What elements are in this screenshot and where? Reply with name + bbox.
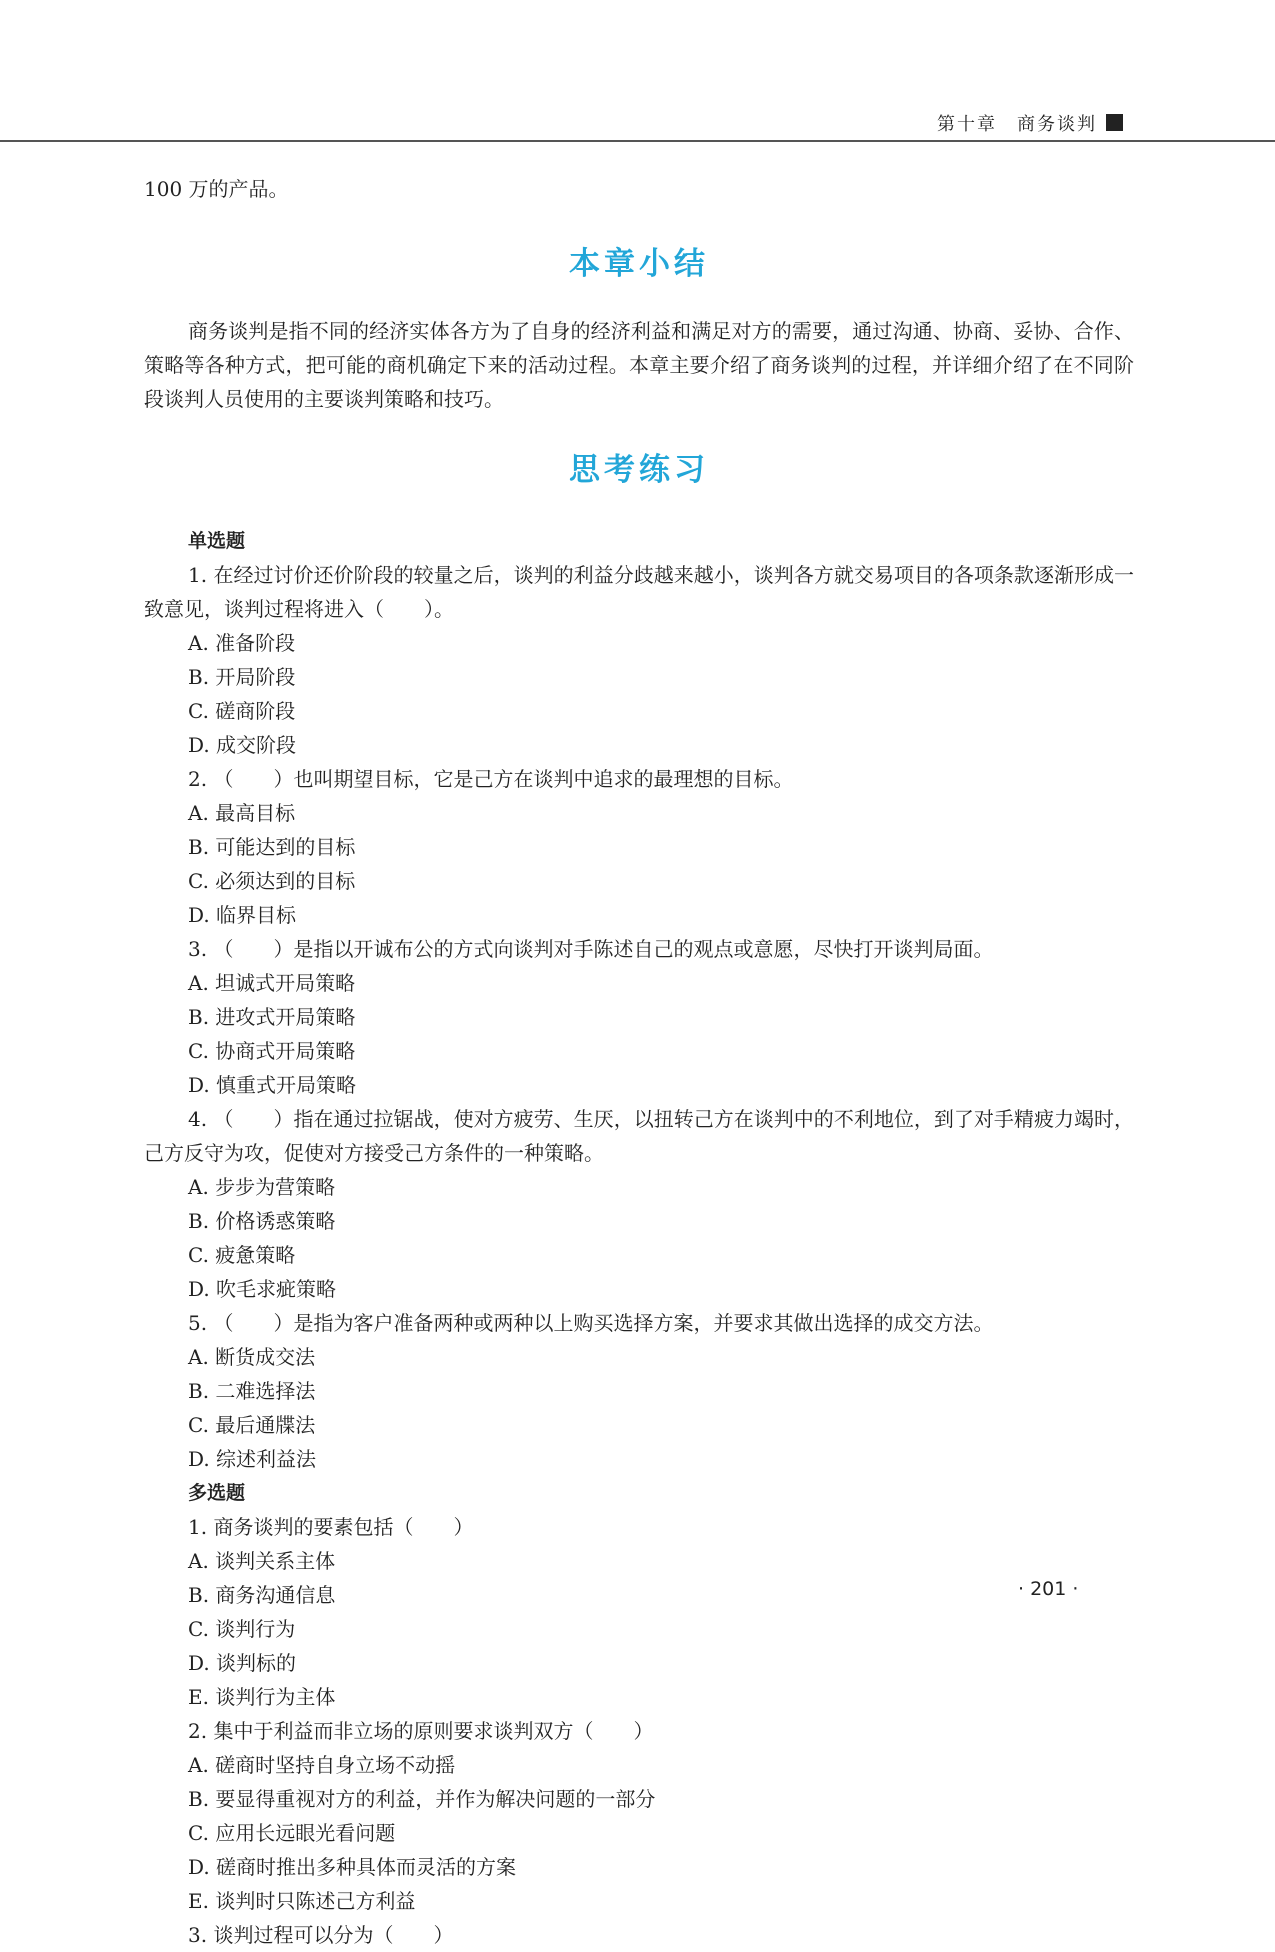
multi-q2-options — [144, 1748, 1134, 1918]
option: A. 准备阶段 — [188, 631, 296, 655]
option: A. 步步为营策略 — [188, 1175, 336, 1199]
option: E. 谈判时只陈述己方利益 — [188, 1889, 416, 1913]
option: A. 断货成交法 — [188, 1345, 316, 1369]
option: B. 价格诱惑策略 — [188, 1209, 336, 1233]
single-q5-options — [144, 1340, 1134, 1476]
option: B. 要显得重视对方的利益，并作为解决问题的一部分 — [188, 1787, 656, 1811]
exercises-title: 思考练习 — [569, 452, 709, 488]
option: D. 谈判标的 — [188, 1651, 297, 1675]
summary-title: 本章小结 — [569, 246, 709, 282]
single-q1-options — [144, 626, 1134, 762]
header-rule — [0, 140, 1275, 142]
option: B. 商务沟通信息 — [188, 1583, 336, 1607]
option: D. 临界目标 — [188, 903, 297, 927]
single-q3-options — [144, 966, 1134, 1102]
option: B. 可能达到的目标 — [188, 835, 356, 859]
single-q4: 4. （ ）指在通过拉锯战，使对方疲劳、生厌，以扭转己方在谈判中的不利地位，到了对手精疲力竭时，己方反守为攻，促使对方接受己方条件的一种策略。 — [144, 1107, 1134, 1165]
single-q1: 1. 在经过讨价还价阶段的较量之后，谈判的利益分歧越来越小，谈判各方就交易项目的各项条款逐渐形成一致意见，谈判过程将进入（ ）。 — [144, 563, 1134, 621]
intro-line: 100 万的产品。 — [144, 177, 289, 201]
option: C. 谈判行为 — [188, 1617, 296, 1641]
option: A. 最高目标 — [188, 801, 296, 825]
summary-text: 商务谈判是指不同的经济实体各方为了自身的经济利益和满足对方的需要，通过沟通、协商、妥协、合作、策略等各种方式，把可能的商机确定下来的活动过程。本章主要介绍了商务谈判的过程，并详细介绍了在不同阶段谈判人员使用的主要谈判策略和技巧。 — [144, 319, 1134, 411]
single-q5: 5. （ ）是指为客户准备两种或两种以上购买选择方案，并要求其做出选择的成交方法。 — [188, 1311, 994, 1335]
single-q3: 3. （ ）是指以开诚布公的方式向谈判对手陈述自己的观点或意愿，尽快打开谈判局面。 — [188, 937, 994, 961]
header-square-mark — [1106, 114, 1123, 131]
page-content — [144, 172, 1134, 1952]
option: D. 磋商时推出多种具体而灵活的方案 — [188, 1855, 517, 1879]
option: B. 开局阶段 — [188, 665, 296, 689]
option: D. 成交阶段 — [188, 733, 297, 757]
single-q4-options — [144, 1170, 1134, 1306]
option: D. 综述利益法 — [188, 1447, 317, 1471]
single-choice-heading: 单选题 — [188, 530, 246, 552]
single-q2: 2. （ ）也叫期望目标，它是己方在谈判中追求的最理想的目标。 — [188, 767, 794, 791]
option: D. 吹毛求疵策略 — [188, 1277, 337, 1301]
multi-q2: 2. 集中于利益而非立场的原则要求谈判双方（ ） — [188, 1719, 654, 1743]
multi-q3: 3. 谈判过程可以分为（ ） — [188, 1923, 454, 1947]
option: A. 磋商时坚持自身立场不动摇 — [188, 1753, 456, 1777]
option: A. 谈判关系主体 — [188, 1549, 336, 1573]
running-header — [0, 110, 1275, 142]
option: E. 谈判行为主体 — [188, 1685, 336, 1709]
multi-q1-options — [144, 1544, 1134, 1714]
option: D. 慎重式开局策略 — [188, 1073, 357, 1097]
option: C. 应用长远眼光看问题 — [188, 1821, 396, 1845]
option: B. 二难选择法 — [188, 1379, 316, 1403]
option: C. 最后通牒法 — [188, 1413, 316, 1437]
option: C. 必须达到的目标 — [188, 869, 356, 893]
option: B. 进攻式开局策略 — [188, 1005, 356, 1029]
option: C. 协商式开局策略 — [188, 1039, 356, 1063]
multi-q1: 1. 商务谈判的要素包括（ ） — [188, 1515, 474, 1539]
option: C. 疲惫策略 — [188, 1243, 296, 1267]
multi-choice-heading: 多选题 — [188, 1482, 246, 1504]
option: C. 磋商阶段 — [188, 699, 296, 723]
chapter-header-title: 第十章 商务谈判 — [937, 114, 1097, 135]
single-q2-options — [144, 796, 1134, 932]
page-number: · 201 · — [1018, 1578, 1079, 1600]
option: A. 坦诚式开局策略 — [188, 971, 356, 995]
